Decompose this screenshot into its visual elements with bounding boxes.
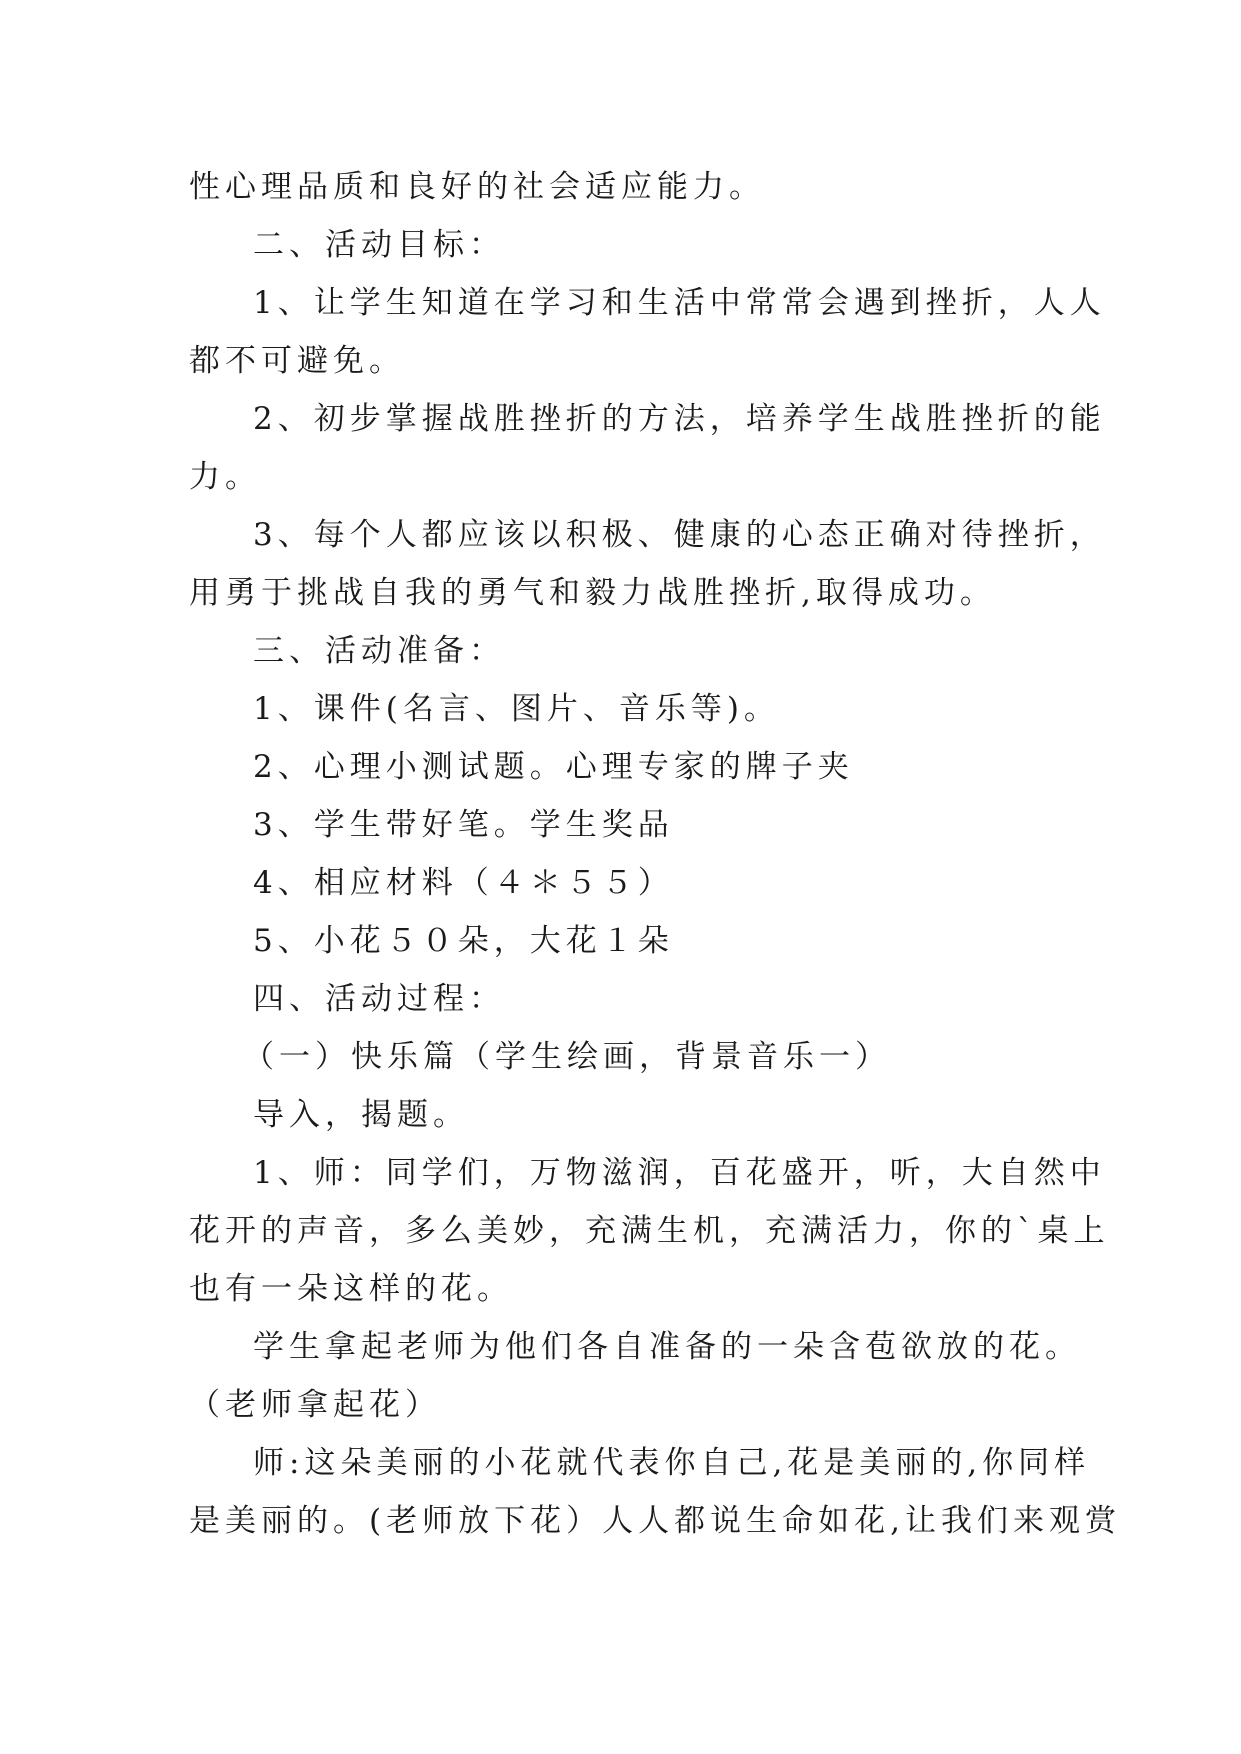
list-item: 4、相应材料（４＊５５）	[253, 865, 674, 901]
text-line: 性心理品质和良好的社会适应能力。	[189, 169, 765, 205]
text-line: 3、每个人都应该以积极、健康的心态正确对待挫折，	[253, 517, 1106, 553]
text-line: 力。	[189, 459, 261, 495]
section-heading-preparation: 三、活动准备：	[253, 633, 505, 669]
text-line: 2、初步掌握战胜挫折的方法，培养学生战胜挫折的能	[253, 401, 1106, 437]
document-body	[189, 158, 1121, 1550]
text-line: 师:这朵美丽的小花就代表你自己,花是美丽的,你同样	[253, 1445, 1091, 1481]
section-heading-process: 四、活动过程：	[253, 981, 505, 1017]
text-line: 是美丽的。(老师放下花）人人都说生命如花,让我们来观赏	[189, 1503, 1121, 1539]
text-line: 也有一朵这样的花。	[189, 1271, 513, 1307]
text-line: 1、师：同学们，万物滋润，百花盛开，听，大自然中	[253, 1155, 1106, 1191]
text-line: 导入，揭题。	[253, 1097, 469, 1133]
text-line: （老师拿起花）	[189, 1387, 441, 1423]
list-item: 3、学生带好笔。学生奖品	[253, 807, 674, 843]
text-line: 花开的声音，多么美妙，充满生机，充满活力，你的`桌上	[189, 1213, 1110, 1249]
section-heading-goals: 二、活动目标：	[253, 227, 505, 263]
list-item: 2、心理小测试题。心理专家的牌子夹	[253, 749, 854, 785]
text-line: 学生拿起老师为他们各自准备的一朵含苞欲放的花。	[253, 1329, 1081, 1365]
list-item: 5、小花５０朵，大花１朵	[253, 923, 674, 959]
subsection-heading: （一）快乐篇（学生绘画，背景音乐一）	[243, 1039, 891, 1075]
text-line: 1、让学生知道在学习和生活中常常会遇到挫折，人人	[253, 285, 1106, 321]
text-line: 都不可避免。	[189, 343, 405, 379]
text-line: 用勇于挑战自我的勇气和毅力战胜挫折,取得成功。	[189, 575, 996, 611]
list-item: 1、课件(名言、图片、音乐等)。	[253, 691, 780, 727]
